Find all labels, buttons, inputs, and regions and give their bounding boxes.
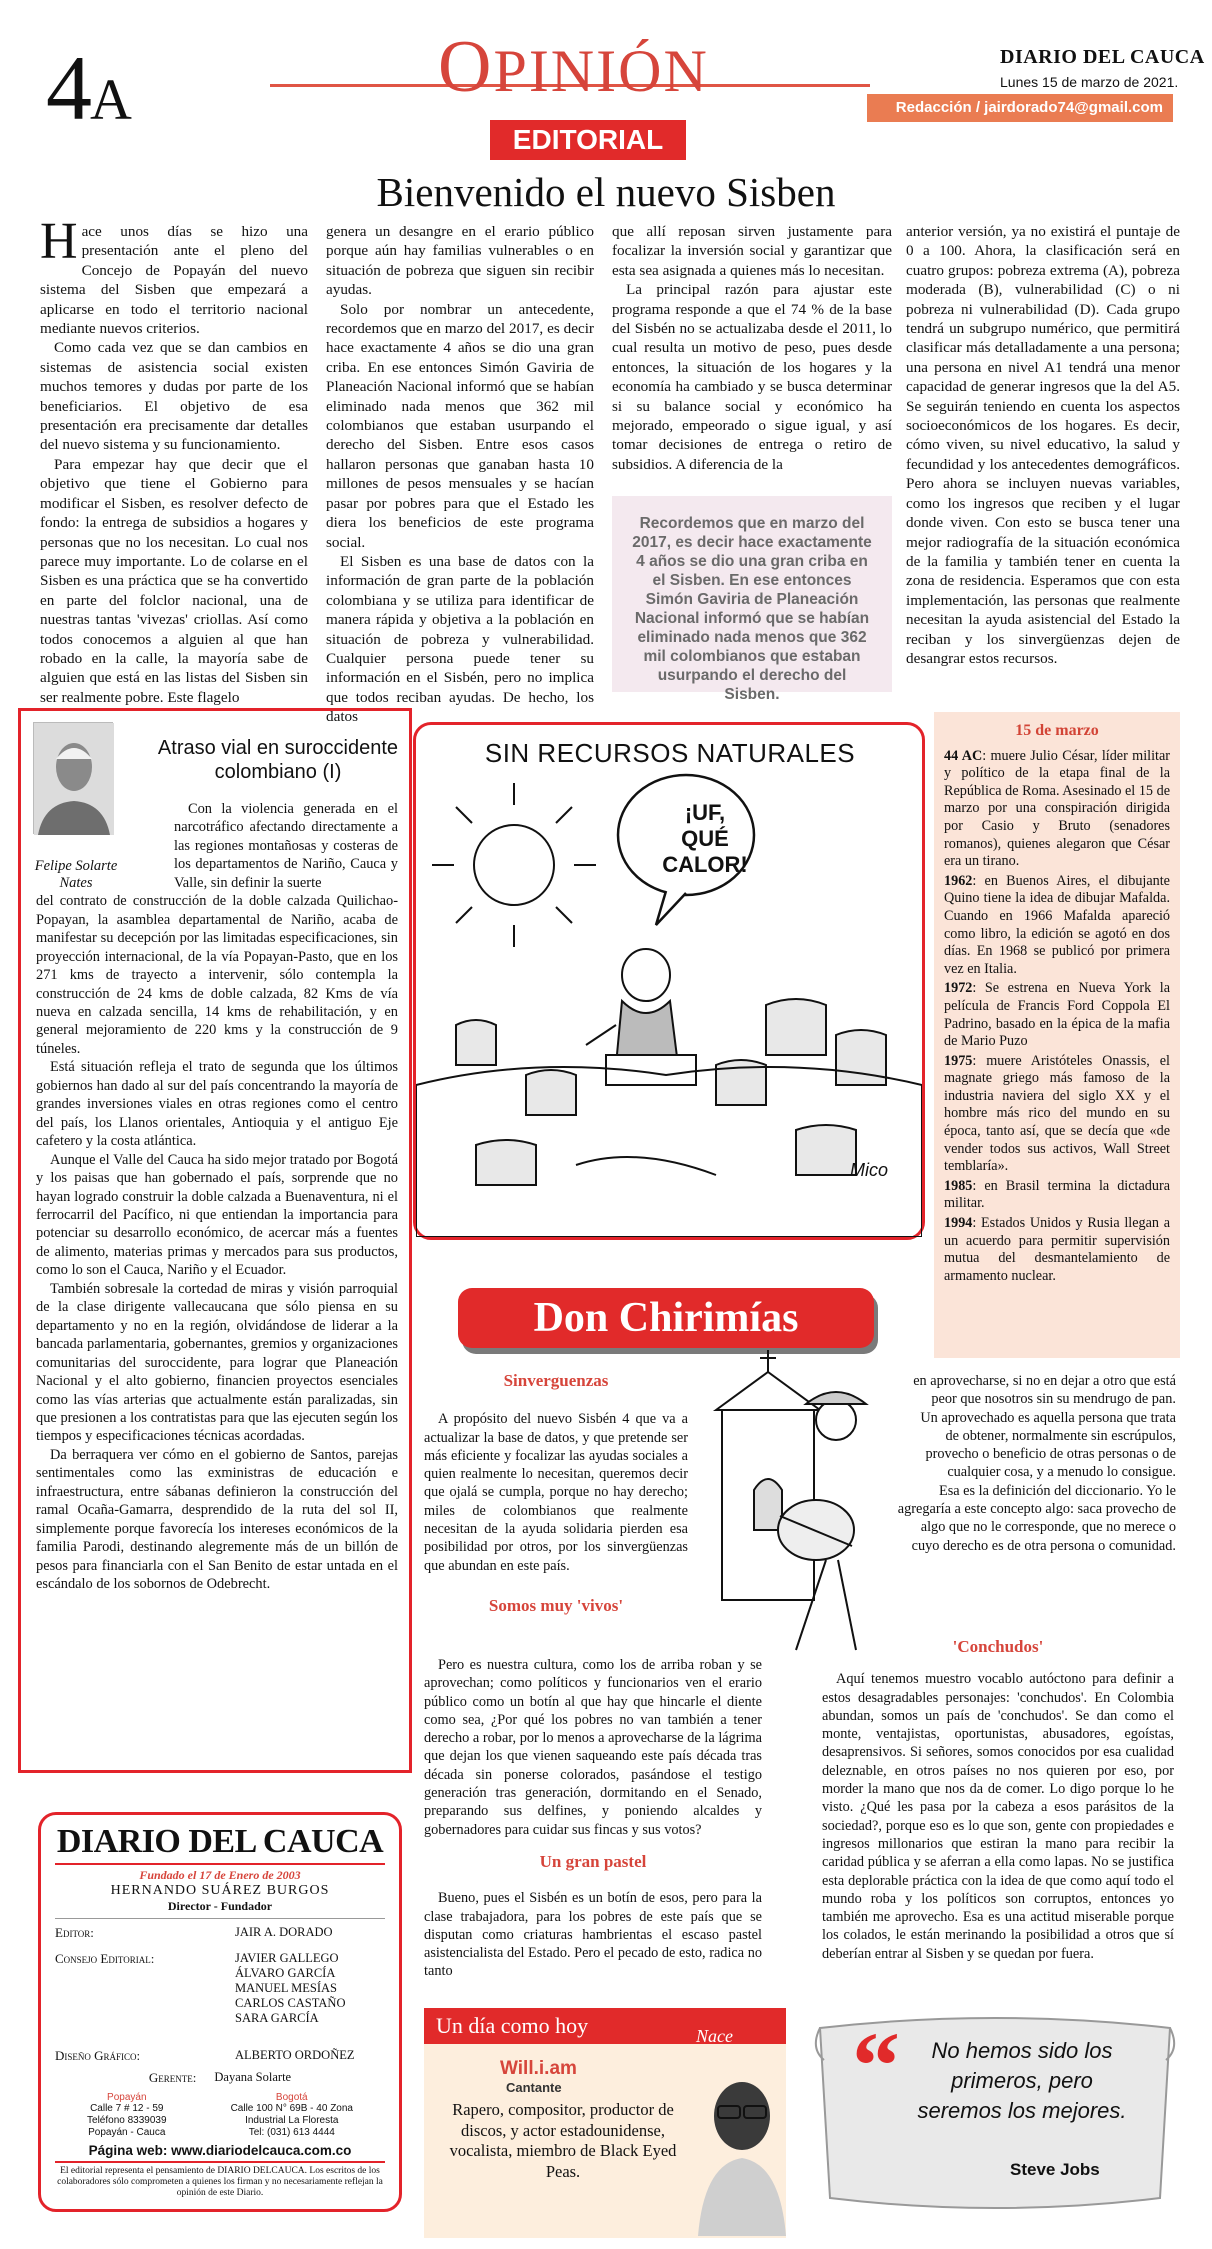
celebrity-role: Cantante — [506, 2080, 562, 2095]
efemeride-item: 44 AC: muere Julio César, líder militar y político de la etapa final de la República de Roma. Asesinado el 15 de marzo por una conspiración dirigida por Casio y Bruto (senadores romanos), quienes alegaron que César era un tirano. — [944, 747, 1170, 870]
efemeride-item: 1994: Estados Unidos y Rusia llegan a un acuerdo para permitir supervisión mutua del desmantelamiento de armamento nuclear. — [944, 1215, 1170, 1284]
don-paragraph: Esa es la definición del diccionario. Yo le agregaría a este concepto algo: saca provecho de algo que no le corresponde, que no merece o cuyo derecho es de otra persona o comunidad. — [897, 1482, 1176, 1554]
editorial-paragraph: Para empezar hay que decir que el objetivo que tiene el Gobierno para modificar el Sisben, es resolver defecto de fondo: la entrega de subsidios a hogares y personas que no los necesitan. Lo cual nos parece muy importante. Lo de colarse en el Sisben es una práctica que se ha convertido en parte del folclor nacional, una de nuestras tantas 'vivezas' criollas. Así como todos conocemos a alguien al que han robado en la calle, la mayoría sabe de alguien que está en las listas del Sisben sin ser realmente pobre. Este flagelo — [40, 455, 308, 706]
editorial-pullquote: Recordemos que en marzo del 2017, es decir hace exactamente 4 años se dio una gran criba en el Sisben. En ese entonces Simón Gaviria de Planeación Nacional informó que se habían eliminado nada menos que 362 mil colombianos que estaban usurpando el derecho del Sisben. — [612, 496, 892, 692]
opinion-paragraph: Aunque el Valle del Cauca ha sido mejor tratado por Bogotá y los paisas que han gobernado el país, sorprende que no hayan logrado construir la doble calzada a Buenaventura, ni el ferrocarril del Pacífico, ni que entiendan la importancia para potenciar su desarrollo económico, de acercar más a fuentes de alimento, materias primas y mercados para sus productos, como lo son el Cauca, Nariño y el Ecuador. — [36, 1151, 398, 1279]
chirimias-illustration — [676, 1350, 876, 1668]
subhead-vivos: Somos muy 'vivos' — [488, 1595, 624, 1615]
masthead-box — [38, 1812, 402, 2212]
paper-logo: DIARIO DEL CAUCA — [1000, 46, 1205, 68]
don-column-left — [424, 1372, 688, 1625]
celebrity-photo — [694, 2054, 786, 2236]
editorial-column-3 — [612, 222, 892, 474]
efemerides-title: 15 de marzo — [1015, 722, 1099, 739]
editorial-column-1 — [40, 213, 308, 707]
opinion-author: Felipe Solarte Nates — [34, 858, 118, 891]
founder-name: HERNANDO SUÁREZ BURGOS — [110, 1883, 330, 1898]
don-chirimias-banner: Don Chirimías — [458, 1288, 874, 1348]
disclaimer: El editorial representa el pensamiento de DIARIO DELCAUCA. Los escritos de los colaboradores sólo comprometen a quienes los firman y no necesariamente reflejan la opinión de este Diario. — [57, 2166, 383, 2198]
editorial-paragraph: anterior versión, ya no existirá el puntaje de 0 a 100. Ahora, la clasificación será en cuatro grupos: pobreza extrema (A), pobreza moderada (B), vulnerabilidad (C) o ni pobreza ni vulnerabilidad (D). Cada grupo tendrá un subgrupo numérico, que permitirá clasificar más detalladamente a una persona; una persona en nivel A1 tendrá una menor capacidad de generar ingresos que la del A5. Se seguirán teniendo en cuenta los aspectos socioeconómicos de los hogares. Es decir, cómo viven, su nivel educativo, la salud y fecundidad y los antecedentes demográficos. Pero ahora se incluyen nuevas variables, como los ingresos que reciben y el lugar donde viven. Con esto se busca tener una mejor radiografía de la situación económica de la familia y también tener en cuenta la zona de residencia. Esperamos que con esta implementación, las personas que realmente necesitan la ayuda asistencial del Estado la reciban y los sinvergüenzas dejen de desangrar estos recursos. — [906, 223, 1180, 667]
don-paragraph: A propósito del nuevo Sisbén 4 que va a actualizar la base de datos, y que pretende ser más eficiente y focalizar las ayudas sociales a quien realmente lo necesitan, queremos decir que ojalá se cumpla, porque no hay derecho; miles de colombianos que realmente necesitan de la ayuda solidaria pierden esa posibilidad por otros, por los sinvergüenzas que abundan en este país. — [424, 1411, 688, 1574]
editorial-paragraph: Hace unos días se hizo una presentación ante el pleno del Concejo de Popayán del nuevo sistema del Sisben que empezará a aplicarse en todo el territorio nacional mediante nuevos criterios. — [40, 213, 308, 338]
don-column-left-lower — [424, 1656, 762, 1981]
cartoon-title: SIN RECURSOS NATURALES — [484, 738, 856, 768]
don-paragraph: en aprovecharse, si no en dejar a otro que está peor que nosotros sin su mendrugo de pan. — [913, 1373, 1176, 1408]
diseno-row: Diseño Gráfico: ALBERTO ORDOÑEZ — [55, 2048, 355, 2063]
don-column-right-lower — [822, 1638, 1174, 1963]
don-paragraph: Aquí tenemos muestro vocablo autóctono para definir a estos desagradables personajes: 'conchudos'. En Colombia abundan, somos un país de 'conchudos'. Se dan como el monte, ventajistas, oportunistas, abusadores, egoístas, desaprensivos. Si señores, somos conocidos por esa cualidad deleznable, en otros países no nos quieren por eso, por morder la mano que nos da de comer. Lo digo porque lo he visto. ¿Qué les pasa por la cabeza a esos parásitos de la sociedad?, porque eso es lo que son, gente con propiedades e ingresos millonarios que estiran la mano para recibir la caridad pública y se aferran a ella como lapas. No se justifica esta deplorable práctica con la idea de que como aquí todo el mundo roba y los políticos son corruptos, entonces yo también me aprovecho. Esa es una actitud miserable porque los colados, le están merinando la posibilidad a otros que sí deberían entrar al Sisben y se quedan por fuera. — [822, 1671, 1174, 1962]
cartoon-signature: Mico — [850, 1160, 889, 1180]
don-paragraph: Pero es nuestra cultura, como los de arriba roban y se aprovechan; como políticos y funcionarios ven el erario público como un botín al que hay que hincarle el diente como sea, ¿Por qué los pobres no van también a tener derecho a robar, por lo menos a aprovecharse de la lágrima que dejan los que vienen saqueando este país década tras década sin ponerse colorados, pasándose el testigo generación tras generación, dormitando en el Senado, preparando sus delfines, y poniendo alcaldes y gobernadores para cuidar sus fincas y sus votos? — [424, 1657, 762, 1838]
nace-label: Nace — [696, 2026, 733, 2046]
page-number: 4A — [46, 37, 130, 139]
editorial-headline: Bienvenido el nuevo Sisben — [376, 169, 836, 215]
founder-role: Director - Fundador — [167, 1899, 273, 1913]
editorial-paragraph: Como cada vez que se dan cambios en sistemas de asistencia social existen muchos temores y dudas por parte de los beneficiarios. El objetivo de esa presentación era precisamente dar detalles del nuevo sistema y su funcionamiento. — [40, 339, 308, 454]
don-paragraph: Un aprovechado es aquella persona que trata de obtener, normalmente sin escrúpulos, provecho o beneficio de otras personas o de cualquier cosa, y a menudo lo consigue. — [920, 1409, 1176, 1481]
opinion-paragraph: También sobresale la cortedad de miras y visión parroquial de la clase dirigente vallecaucana que sólo piensa en su departamento y no en la región, olvidándose de liderar a la bancada parlamentaria, gobernantes, gremios y organizaciones comunitarias del suroccidente, para lograr que Planeación Nacional y el alto gobierno, financien proyectos esenciales como las vías arterias que actualmente están paralizadas, sin que presionen a los contratistas para que las ejecuten según los tiempos y especificaciones técnicas acordadas. — [36, 1280, 398, 1445]
editorial-column-4 — [906, 222, 1180, 668]
divider — [55, 2161, 385, 2163]
opinion-paragraph: Está situación refleja el trato de segunda que los últimos gobiernos han dado al sur del país concentrando la mayoría de grandes inversiones viales en otras regiones como el centro del país, los Llanos orientales, Antioquia y el antiguo Eje cafetero y la costa atlántica. — [36, 1059, 398, 1150]
opinion-paragraph: Da berraquera ver cómo en el gobierno de Santos, parejas sentimentales como las exministras de educación e infraestructura, entre sábanas definieron la construcción del ramal Ocaña-Gamarra, desprendido de la ruta del sol II, simplemente porque favorecía los intereses económicos de la familia Parodi, destinando alegremente más de un billón de pesos para financiarla con el San Benito de estar untada en el escándalo de los sobornos de Odebrecht. — [36, 1446, 398, 1593]
subhead-pastel: Un gran pastel — [539, 1851, 647, 1871]
editorial-paragraph: El Sisben es una base de datos con la información de gran parte de la población colombiana y se utiliza para identificar de manera rápida y objetiva a la población en situación de pobreza y vulnerabilidad. Cualquier persona puede tener su información en el Sisbén, pero no implica que todos reciban ayudas. De hecho, los datos — [326, 552, 594, 726]
efemeride-item: 1972: Se estrena en Nueva York la película de Francis Ford Coppola El Padrino, basado en la épica de la mafia de Mario Puzo — [944, 980, 1170, 1050]
quote-mark-icon: “ — [852, 2012, 900, 2119]
website-link[interactable]: Página web: www.diariodelcauca.com.co — [88, 2143, 352, 2158]
gerente-row: Gerente: Dayana Solarte — [148, 2070, 292, 2085]
diario-logo: DIARIO DEL CAUCA — [56, 1823, 384, 1860]
redaccion-contact: Redacción / jairdorado74@gmail.com — [867, 94, 1173, 122]
founded-date: Fundado el 17 de Enero de 2003 — [139, 1868, 301, 1882]
un-dia-title: Un día como hoy — [424, 2008, 786, 2044]
issue-date: Lunes 15 de marzo de 2021. — [1000, 74, 1179, 90]
editorial-column-2 — [326, 222, 594, 727]
opinion-paragraph: Con la violencia generada en el narcotráfico afectando directamente a las regiones montañosas y costeras de los departamentos de Nariño, Cauca y Valle, sin definir la suerte — [174, 801, 398, 891]
address-popayan: Popayán Calle 7 # 12 - 59 Teléfono 8339039 Popayán - Cauca — [87, 2092, 167, 2138]
efemeride-item: 1975: muere Aristóteles Onassis, el magnate griego más famoso de la industria naviera del siglo XX y el hombre más rico del mundo en su época, tanto así, que se decía que «de vender todos sus activos, Wall Street temblaría». — [944, 1052, 1170, 1175]
sun-icon — [432, 783, 596, 947]
efemeride-item: 1985: en Brasil termina la dictadura militar. — [944, 1177, 1170, 1212]
opinion-paragraph: del contrato de construcción de la doble calzada Quilichao-Popayan, la asamblea departamental de Nariño, acaba de manifestar su decepción por las limitadas especificaciones, sin proyección internacional, de la vía Popayan-Pasto, que en los 271 kms de trayecto a intervenir, sólo contempla la construcción de 24 kms de doble calzada, 82 Kms de vía nueva en calzada sencilla, 14 kms de rehabilitación, y en general mejoramiento de 220 kms y la construcción de 9 túneles. — [36, 893, 398, 1057]
don-paragraph: Bueno, pues el Sisbén es un botín de esos, pero para la clase trabajadora, para los pobres de este país que se disputan como criaturas hambrientas el escaso pastel asistencialista del Estado. Pero el pecado de esto, radica no tanto — [424, 1890, 762, 1980]
editorial-paragraph: Solo por nombrar un antecedente, recordemos que en marzo del 2017, es decir hace exactamente 4 años se dio una gran criba. En ese entonces Simón Gaviria de Planeación Nacional informó que se habían eliminado nada menos que 362 mil colombianos que estaban usurpando el derecho del Sisben. Entre esos casos hallaron personas que ganaban hasta 10 millones de pesos mensuales y se hacían pasar por pobres para que el Estado les diera los beneficios de este programa social. — [326, 300, 594, 551]
celebrity-description: Rapero, compositor, productor de discos, y actor estadounidense, vocalista, miembro de Black Eyed Peas. — [449, 2100, 677, 2181]
divider — [55, 1918, 385, 1919]
editor-row: Editor: JAIR A. DORADO — [55, 1925, 333, 1940]
opinion-title: Atraso vial en suroccidente colombiano (I) — [157, 737, 399, 783]
quote-author: Steve Jobs — [1010, 2160, 1100, 2179]
editorial-paragraph: que allí reposan sirven justamente para focalizar la inversión social y garantizar que esta sea asignada a quienes más lo necesitan. — [612, 223, 892, 279]
addresses — [55, 2092, 385, 2139]
editorial-tag: EDITORIAL — [490, 120, 686, 160]
don-column-right — [890, 1372, 1176, 1555]
address-bogota: Bogotá Calle 100 N° 69B - 40 Zona Industrial La Floresta Tel: (031) 613 4444 — [230, 2092, 353, 2138]
editorial-paragraph: La principal razón para ajustar este programa responde a que el 74 % de la base del Sisbén no se actualizaba desde el 2011, lo cual resulta un motivo de peso, pues desde entonces, la situación de los hogares y la economía ha cambiado y se busca determinar si su balance social y económico ha mejorado, empeorado o sigue igual, y así tomar decisiones de entrega o retiro de subsidios. A diferencia de la — [612, 281, 892, 473]
editorial-paragraph: genera un desangre en el erario público porque aún hay familias vulnerables o en situación de pobreza que siguen sin recibir ayudas. — [326, 223, 594, 299]
celebrity-name: Will.i.am — [500, 2058, 577, 2079]
subhead-conchudos: 'Conchudos' — [952, 1637, 1044, 1656]
efemerides-box — [934, 712, 1180, 1358]
subhead-sinverguenzas: Sinverguenzas — [503, 1371, 609, 1390]
opinion-body — [36, 800, 398, 1593]
drop-cap: H — [40, 213, 78, 270]
section-title: OPINIÓN — [438, 26, 709, 108]
quote-text: No hemos sido los primeros, pero seremos los mejores. — [917, 2038, 1127, 2123]
efemeride-item: 1962: en Buenos Aires, el dibujante Quino tiene la idea de dibujar Mafalda. Cuando en 1966 Mafalda apareció como libro, la edición se agotó en dos días. En 1968 se publicó por primera vez en Italia. — [944, 872, 1170, 977]
consejo-row: Consejo Editorial: JAVIER GALLEGO ÁLVARO GARCÍA MANUEL MESÍAS CARLOS CASTAÑO SARA GARCÍA — [55, 1951, 346, 2025]
divider — [55, 1863, 385, 1865]
cartoon-speech: ¡UF, QUÉ CALOR! — [662, 800, 748, 877]
